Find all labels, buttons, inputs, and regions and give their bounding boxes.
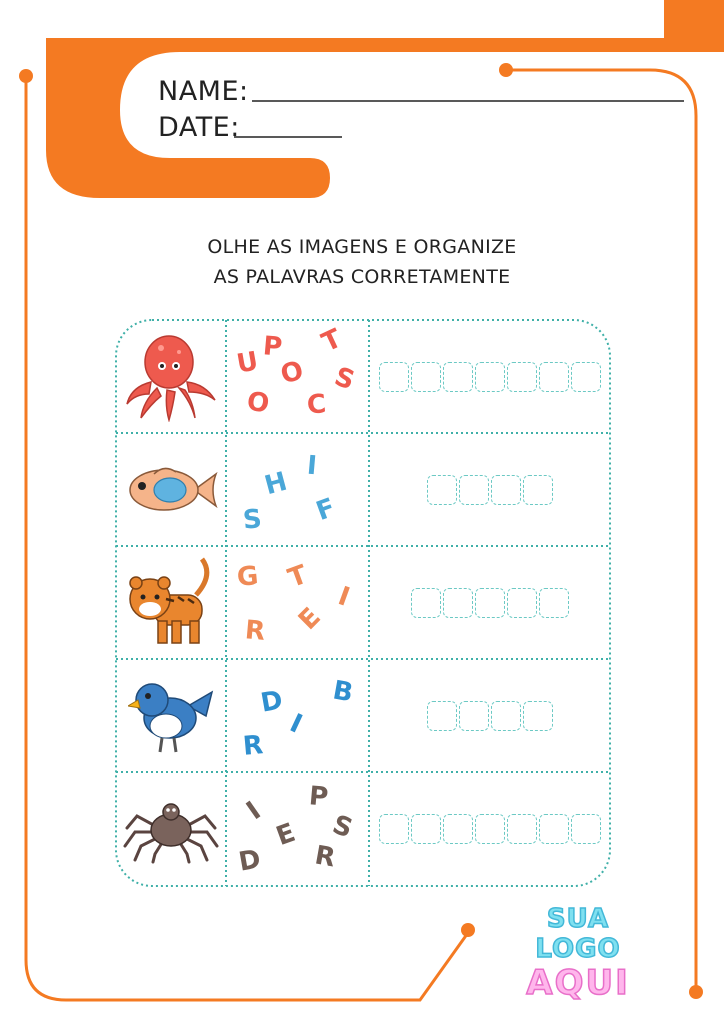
answer-box[interactable] bbox=[459, 475, 489, 505]
answer-box[interactable] bbox=[539, 362, 569, 392]
letter: I bbox=[334, 581, 354, 613]
answer-box[interactable] bbox=[427, 701, 457, 731]
answer-box[interactable] bbox=[443, 362, 473, 392]
answer-box[interactable] bbox=[475, 814, 505, 844]
instructions-line-1: OLHE AS IMAGENS E ORGANIZE bbox=[207, 236, 517, 258]
answer-box[interactable] bbox=[491, 701, 521, 731]
answer-boxes bbox=[379, 814, 601, 844]
worksheet-row bbox=[116, 772, 610, 886]
letter: I bbox=[241, 795, 267, 827]
answer-box[interactable] bbox=[379, 362, 409, 392]
worksheet-grid bbox=[116, 320, 610, 886]
answer-cell bbox=[370, 433, 610, 546]
letter: T bbox=[284, 559, 312, 595]
answer-box[interactable] bbox=[539, 588, 569, 618]
answer-box[interactable] bbox=[539, 814, 569, 844]
letter: P bbox=[261, 331, 284, 363]
answer-boxes bbox=[427, 475, 553, 505]
answer-box[interactable] bbox=[571, 362, 601, 392]
instructions-line-2: AS PALAVRAS CORRETAMENTE bbox=[213, 266, 511, 288]
instructions bbox=[120, 232, 604, 292]
letter: D bbox=[236, 844, 264, 878]
answer-box[interactable] bbox=[411, 588, 441, 618]
answer-box[interactable] bbox=[443, 814, 473, 844]
answer-cell bbox=[370, 546, 610, 659]
letter: F bbox=[312, 492, 340, 528]
date-label: DATE: bbox=[158, 112, 240, 143]
letter: S bbox=[241, 504, 264, 536]
answer-box[interactable] bbox=[507, 814, 537, 844]
worksheet-row bbox=[116, 320, 610, 433]
letter: P bbox=[307, 781, 330, 813]
letter: D bbox=[258, 685, 286, 719]
answer-box[interactable] bbox=[427, 475, 457, 505]
picture-cell bbox=[116, 772, 226, 886]
letter: R bbox=[312, 840, 338, 874]
letter: U bbox=[234, 346, 261, 380]
letter: R bbox=[243, 615, 267, 647]
answer-box[interactable] bbox=[491, 475, 521, 505]
answer-cell bbox=[370, 320, 610, 433]
tiger-icon bbox=[126, 555, 216, 651]
fish-icon bbox=[124, 460, 218, 520]
answer-box[interactable] bbox=[523, 475, 553, 505]
letter: E bbox=[292, 602, 327, 636]
answer-box[interactable] bbox=[507, 362, 537, 392]
answer-box[interactable] bbox=[507, 588, 537, 618]
picture-cell bbox=[116, 433, 226, 546]
scrambled-letters bbox=[227, 320, 369, 433]
answer-box[interactable] bbox=[379, 814, 409, 844]
logo-line-2: AQUI bbox=[526, 963, 630, 1003]
letter: S bbox=[330, 361, 359, 397]
letter: C bbox=[305, 389, 328, 421]
worksheet-row bbox=[116, 433, 610, 546]
worksheet-row bbox=[116, 659, 610, 772]
spider-icon bbox=[123, 794, 219, 864]
answer-box[interactable] bbox=[475, 588, 505, 618]
answer-box[interactable] bbox=[411, 814, 441, 844]
scrambled-letters bbox=[227, 772, 369, 886]
picture-cell bbox=[116, 320, 226, 433]
scrambled-letters bbox=[227, 546, 369, 659]
letter: B bbox=[330, 675, 356, 709]
letter: G bbox=[235, 561, 260, 593]
letter: S bbox=[328, 809, 357, 845]
picture-cell bbox=[116, 546, 226, 659]
letter: H bbox=[261, 466, 291, 502]
logo-line-1: SUA LOGO bbox=[535, 904, 621, 964]
logo-placeholder bbox=[500, 904, 656, 1002]
name-label: NAME: bbox=[158, 76, 249, 107]
answer-boxes bbox=[411, 588, 569, 618]
answer-box[interactable] bbox=[523, 701, 553, 731]
answer-box[interactable] bbox=[411, 362, 441, 392]
answer-boxes bbox=[427, 701, 553, 731]
answer-boxes bbox=[379, 362, 601, 392]
bird-icon bbox=[128, 676, 214, 756]
letter: E bbox=[272, 817, 300, 853]
answer-box[interactable] bbox=[459, 701, 489, 731]
letter: O bbox=[244, 386, 272, 420]
letter: R bbox=[241, 730, 265, 762]
answer-cell bbox=[370, 772, 610, 886]
answer-cell bbox=[370, 659, 610, 772]
scrambled-letters bbox=[227, 659, 369, 772]
picture-cell bbox=[116, 659, 226, 772]
answer-box[interactable] bbox=[475, 362, 505, 392]
letter: O bbox=[277, 355, 307, 391]
worksheet-row bbox=[116, 546, 610, 659]
answer-box[interactable] bbox=[443, 588, 473, 618]
letter: T bbox=[317, 323, 347, 359]
letter: I bbox=[285, 708, 307, 740]
scrambled-letters bbox=[227, 433, 369, 546]
octopus-icon bbox=[121, 332, 221, 422]
letter: I bbox=[305, 450, 318, 482]
answer-box[interactable] bbox=[571, 814, 601, 844]
